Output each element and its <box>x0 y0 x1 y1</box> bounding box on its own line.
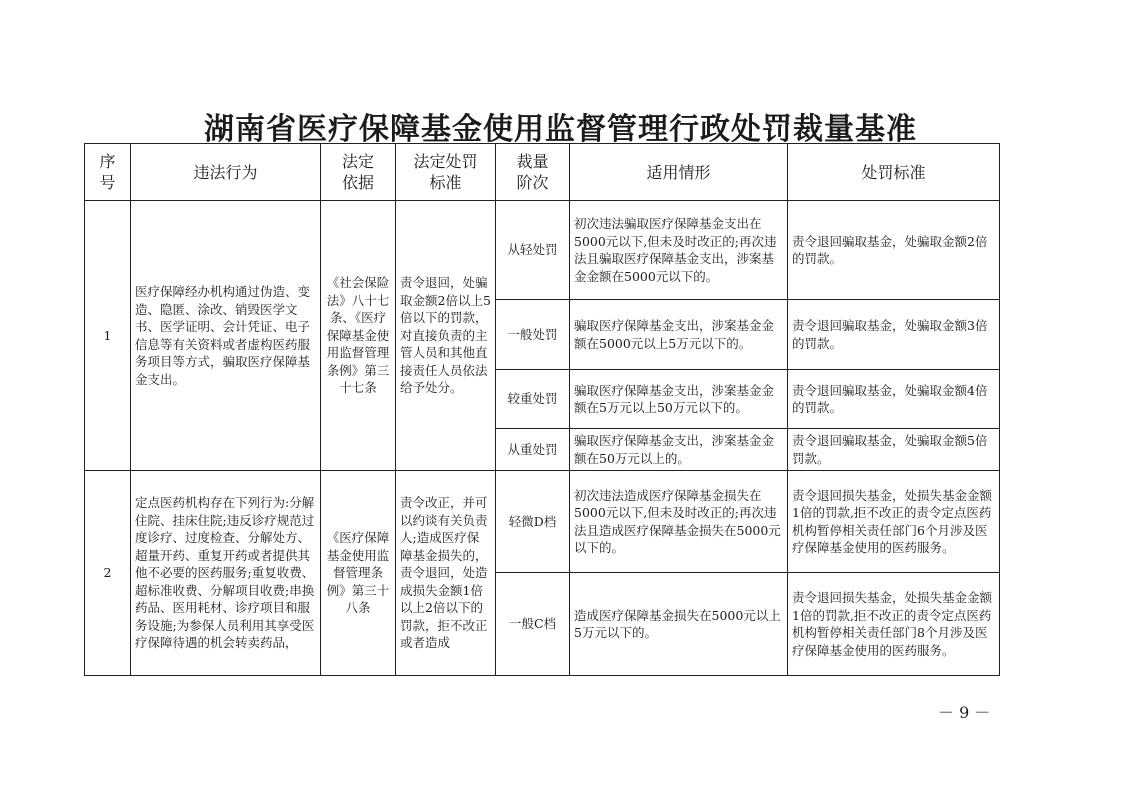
level-cell: 轻微D档 <box>496 471 570 573</box>
situation-cell: 初次违法造成医疗保障基金损失在5000元以下,但未及时改正的;再次违法且造成医疗保障基金损失在5000元以下的。 <box>570 471 788 573</box>
standard-cell: 责令改正，并可以约谈有关负责人;造成医疗保障基金损失的，责令退回，处造成损失金额1倍以上2倍以下的罚款，拒不改正或者造成 <box>396 471 496 676</box>
seq-cell: 2 <box>85 471 131 676</box>
penalty-cell: 责令退回骗取基金，处骗取金额4倍的罚款。 <box>788 370 1000 429</box>
situation-cell: 骗取医疗保障基金支出，涉案基金金额在5000元以上5万元以下的。 <box>570 300 788 370</box>
header-row <box>85 144 1000 201</box>
violation-cell: 医疗保障经办机构通过伪造、变造、隐匿、涂改、销毁医学文书、医学证明、会计凭证、电子信息等有关资料或者虚构医药服务项目等方式，骗取医疗保障基金支出。 <box>131 201 321 471</box>
header-basis: 法定 依据 <box>321 144 396 201</box>
situation-cell: 骗取医疗保障基金支出，涉案基金金额在50万元以上的。 <box>570 429 788 471</box>
basis-cell: 《医疗保障基金使用监督管理条例》第三十八条 <box>321 471 396 676</box>
level-cell: 一般处罚 <box>496 300 570 370</box>
header-penalty: 处罚标准 <box>788 144 1000 201</box>
level-cell: 从轻处罚 <box>496 201 570 300</box>
table-row <box>85 201 1000 300</box>
header-standard: 法定处罚 标准 <box>396 144 496 201</box>
header-situation: 适用情形 <box>570 144 788 201</box>
penalty-cell: 责令退回损失基金，处损失基金金额1倍的罚款,拒不改正的责令定点医药机构暂停相关责任部门8个月涉及医疗保障基金使用的医药服务。 <box>788 573 1000 676</box>
basis-cell: 《社会保险法》八十七条、《医疗保障基金使用监督管理条例》第三十七条 <box>321 201 396 471</box>
level-cell: 从重处罚 <box>496 429 570 471</box>
situation-cell: 造成医疗保障基金损失在5000元以上5万元以下的。 <box>570 573 788 676</box>
situation-cell: 初次违法骗取医疗保障基金支出在5000元以下,但未及时改正的;再次违法且骗取医疗保障基金支出，涉案基金金额在5000元以下的。 <box>570 201 788 300</box>
level-cell: 一般C档 <box>496 573 570 676</box>
seq-cell: 1 <box>85 201 131 471</box>
penalty-table <box>84 143 1000 676</box>
penalty-cell: 责令退回骗取基金，处骗取金额2倍的罚款。 <box>788 201 1000 300</box>
header-seq: 序 号 <box>85 144 131 201</box>
situation-cell: 骗取医疗保障基金支出，涉案基金金额在5万元以上50万元以下的。 <box>570 370 788 429</box>
table-row <box>85 471 1000 573</box>
header-level: 裁量 阶次 <box>496 144 570 201</box>
page-number: － 9 － <box>938 703 991 722</box>
penalty-cell: 责令退回损失基金，处损失基金金额1倍的罚款,拒不改正的责令定点医药机构暂停相关责任部门6个月涉及医疗保障基金使用的医药服务。 <box>788 471 1000 573</box>
document-title: 湖南省医疗保障基金使用监督管理行政处罚裁量基准 <box>204 112 917 147</box>
header-violation: 违法行为 <box>131 144 321 201</box>
standard-cell: 责令退回，处骗取金额2倍以上5倍以下的罚款，对直接负责的主管人员和其他直接责任人员依法给予处分。 <box>396 201 496 471</box>
violation-cell: 定点医药机构存在下列行为:分解住院、挂床住院;违反诊疗规范过度诊疗、过度检查、分解处方、超量开药、重复开药或者提供其他不必要的医药服务;重复收费、超标准收费、分解项目收费;串换药品、医用耗材、诊疗项目和服务设施;为参保人员利用其享受医疗保障待遇的机会转卖药品， <box>131 471 321 676</box>
level-cell: 较重处罚 <box>496 370 570 429</box>
penalty-cell: 责令退回骗取基金，处骗取金额5倍罚款。 <box>788 429 1000 471</box>
penalty-cell: 责令退回骗取基金，处骗取金额3倍的罚款。 <box>788 300 1000 370</box>
